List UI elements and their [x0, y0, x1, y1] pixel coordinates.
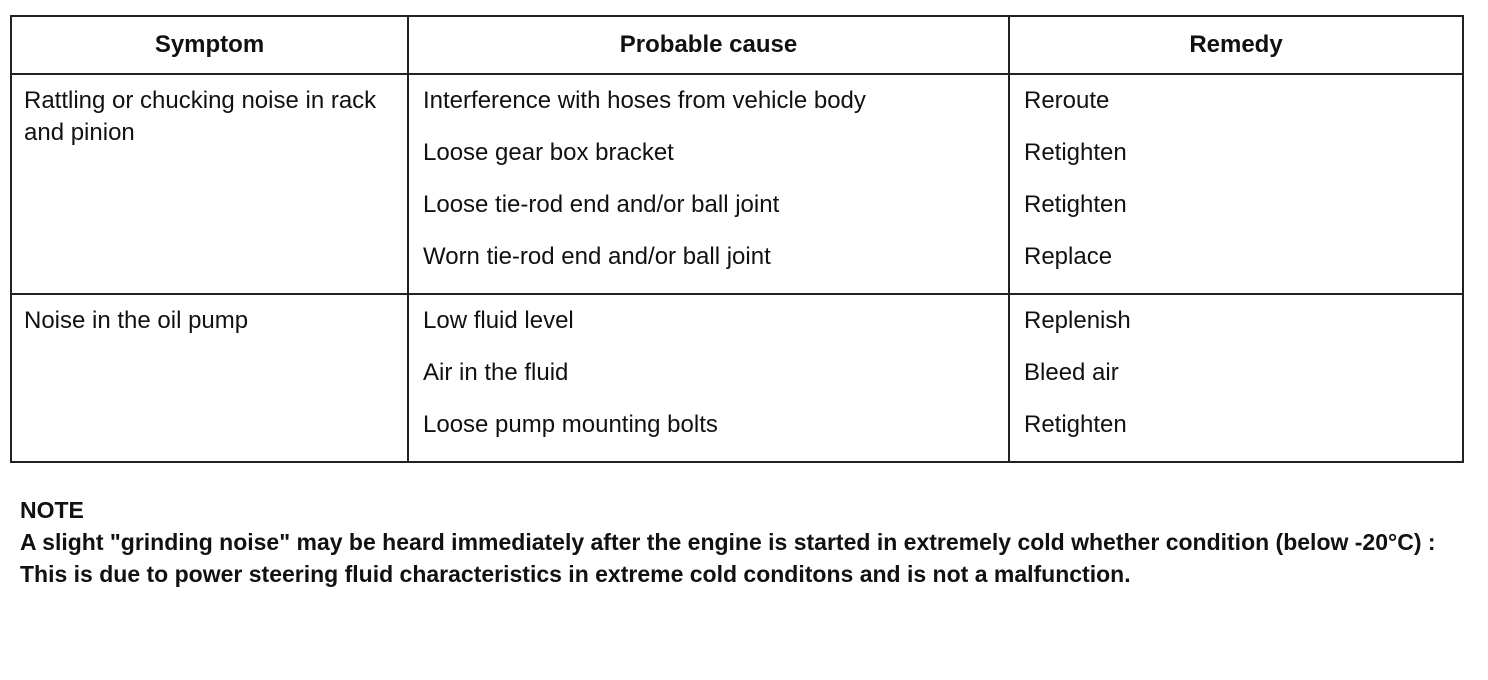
table-row — [11, 294, 1463, 462]
cause-item: Air in the fluid — [423, 359, 569, 386]
table-row — [11, 74, 1463, 294]
note-section — [20, 494, 1460, 590]
troubleshooting-table — [10, 15, 1464, 463]
troubleshooting-table-container — [10, 15, 1462, 438]
cause-item: Loose pump mounting bolts — [423, 411, 718, 438]
note-body: A slight "grinding noise" may be heard immediately after the engine is started in extremely cold whether condition (below -20°C) : This is due to power steering fluid characteristics in extreme cold conditons and is not a malfunction. — [20, 529, 1436, 587]
remedy-item: Retighten — [1024, 139, 1127, 166]
note-title: NOTE — [20, 497, 84, 523]
remedy-item: Replenish — [1024, 307, 1131, 334]
cause-item: Loose tie-rod end and/or ball joint — [423, 191, 780, 218]
cause-item: Interference with hoses from vehicle body — [423, 87, 866, 114]
remedy-cell — [1009, 74, 1463, 294]
cause-item: Loose gear box bracket — [423, 139, 674, 166]
remedy-item: Reroute — [1024, 87, 1110, 114]
symptom-text: Noise in the oil pump — [24, 307, 249, 334]
header-probable-cause: Probable cause — [408, 16, 1009, 74]
cause-cell — [408, 294, 1009, 462]
symptom-cell — [11, 294, 408, 462]
header-remedy: Remedy — [1009, 16, 1463, 74]
symptom-text: Rattling or chucking noise in rack and pinion — [24, 87, 377, 146]
table-header-row — [11, 16, 1463, 74]
remedy-item: Bleed air — [1024, 359, 1119, 386]
remedy-item: Replace — [1024, 243, 1113, 270]
remedy-item: Retighten — [1024, 411, 1127, 438]
header-symptom: Symptom — [11, 16, 408, 74]
cause-item: Low fluid level — [423, 307, 574, 334]
remedy-item: Retighten — [1024, 191, 1127, 218]
cause-cell — [408, 74, 1009, 294]
cause-item: Worn tie-rod end and/or ball joint — [423, 243, 771, 270]
symptom-cell — [11, 74, 408, 294]
remedy-cell — [1009, 294, 1463, 462]
